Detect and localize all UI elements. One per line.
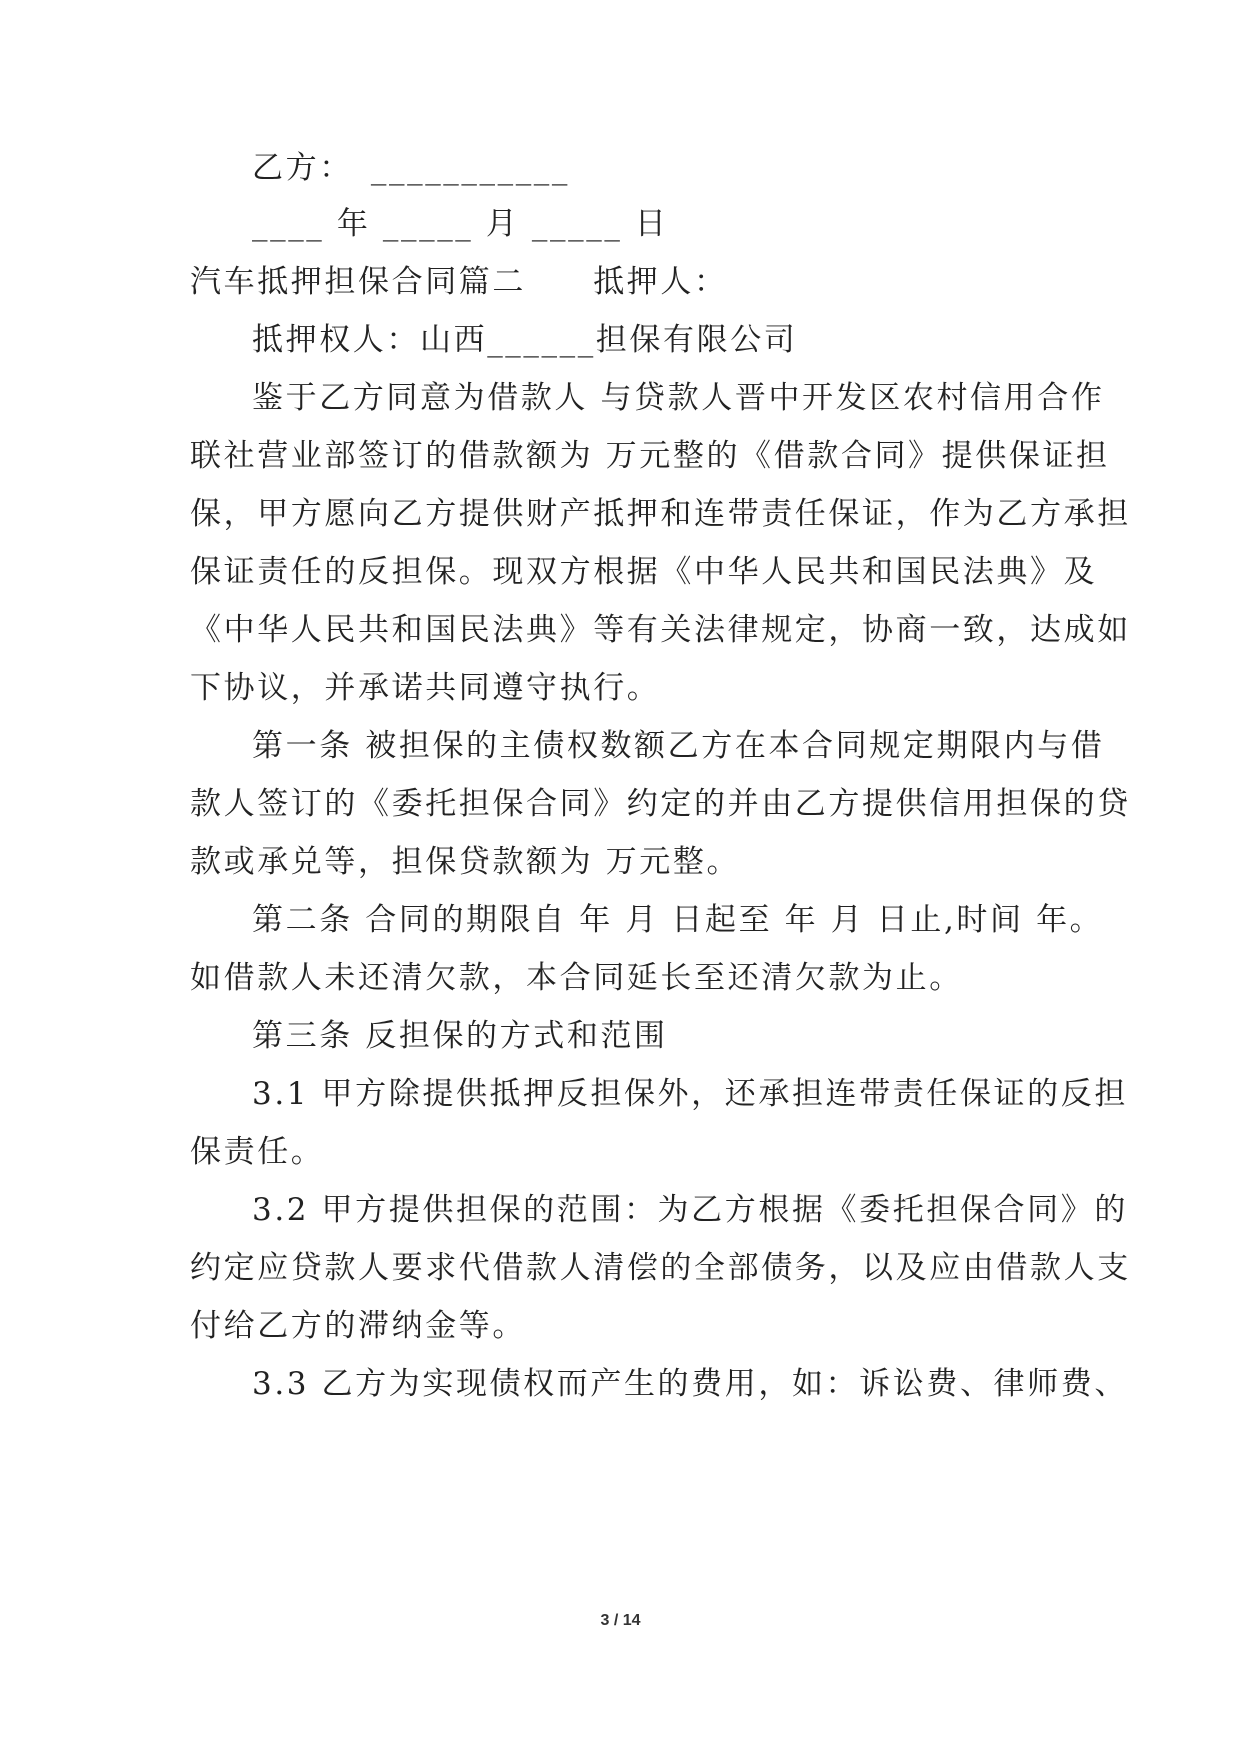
article-1-line: 第一条 被担保的主债权数额乙方在本合同规定期限内与借: [252, 728, 1105, 764]
clause-3-1-line: 3.1 甲方除提供抵押反担保外，还承担连带责任保证的反担: [252, 1076, 1128, 1112]
paragraph-line: 《中华人民共和国民法典》等有关法律规定，协商一致，达成如: [190, 612, 1131, 648]
article-1-line: 款或承兑等，担保贷款额为 万元整。: [190, 844, 741, 880]
mortgagee-line: 抵押权人：山西______担保有限公司: [252, 322, 798, 358]
clause-3-3-line: 3.3 乙方为实现债权而产生的费用，如：诉讼费、律师费、: [252, 1366, 1128, 1402]
article-2-line: 第二条 合同的期限自 年 月 日起至 年 月 日止,时间 年。: [252, 902, 1104, 938]
clause-3-2-line: 约定应贷款人要求代借款人清偿的全部债务，以及应由借款人支: [190, 1250, 1131, 1286]
party-b-line: 乙方： ___________: [252, 150, 570, 186]
paragraph-line: 保，甲方愿向乙方提供财产抵押和连带责任保证，作为乙方承担: [190, 496, 1131, 532]
clause-3-1-line: 保责任。: [190, 1134, 325, 1170]
paragraph-line: 保证责任的反担保。现双方根据《中华人民共和国民法典》及: [190, 554, 1098, 590]
paragraph-line: 下协议，并承诺共同遵守执行。: [190, 670, 661, 706]
paragraph-line: 联社营业部签订的借款额为 万元整的《借款合同》提供保证担: [190, 438, 1110, 474]
page-number: 3 / 14: [600, 1612, 641, 1629]
article-1-line: 款人签订的《委托担保合同》约定的并由乙方提供信用担保的贷: [190, 786, 1131, 822]
article-3-heading: 第三条 反担保的方式和范围: [252, 1018, 668, 1054]
date-line: ____ 年 _____ 月 _____ 日: [252, 206, 669, 242]
section-heading: 汽车抵押担保合同篇二 抵押人：: [190, 264, 728, 300]
clause-3-2-line: 3.2 甲方提供担保的范围：为乙方根据《委托担保合同》的: [252, 1192, 1128, 1228]
clause-3-2-line: 付给乙方的滞纳金等。: [190, 1308, 526, 1344]
article-2-line: 如借款人未还清欠款，本合同延长至还清欠款为止。: [190, 960, 963, 996]
paragraph-line: 鉴于乙方同意为借款人 与贷款人晋中开发区农村信用合作: [252, 380, 1105, 416]
